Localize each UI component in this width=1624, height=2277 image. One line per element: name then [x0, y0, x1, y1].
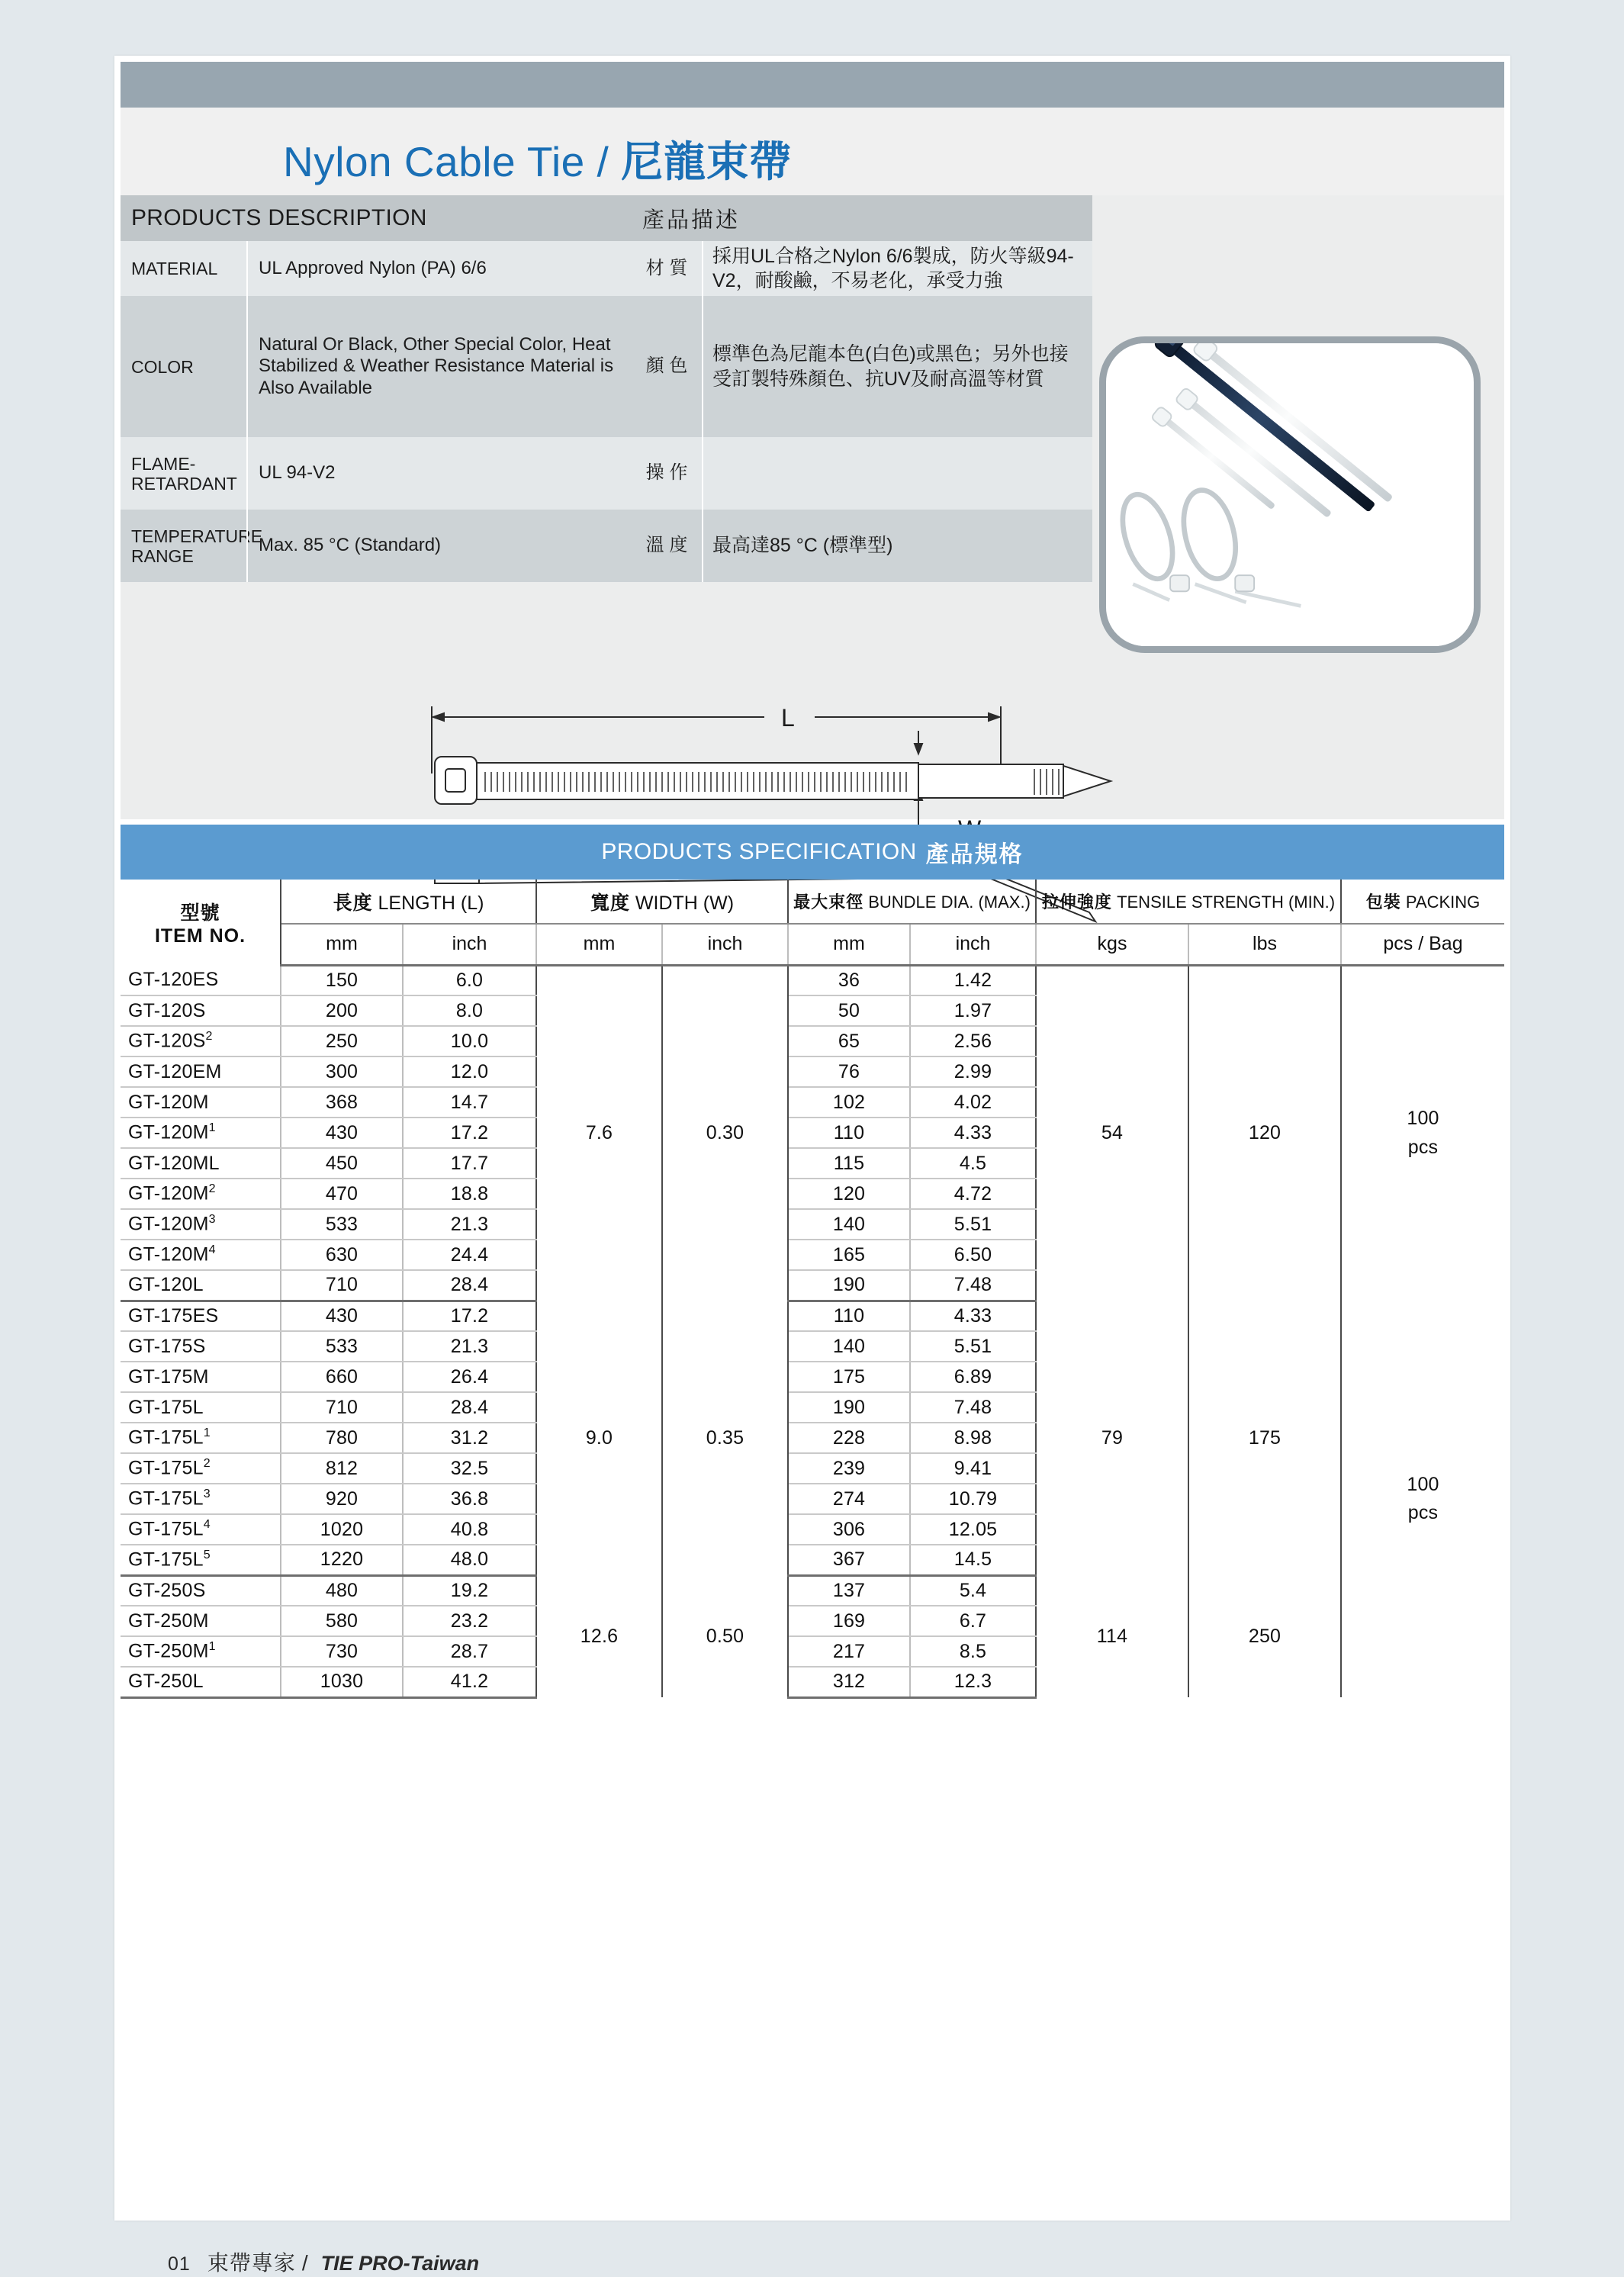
cell-length-inch: 36.8 — [403, 1484, 536, 1514]
cell-tensile-lbs: 175 — [1188, 1301, 1341, 1575]
cell-item-no: $GT-175L^2$ — [121, 1453, 281, 1484]
header-bundle-dia: 最大束徑 BUNDLE DIA. (MAX.) — [788, 880, 1036, 924]
cell-item-no: $GT-120S^2$ — [121, 1026, 281, 1056]
cell-item-no: GT-175M — [121, 1362, 281, 1392]
cell-length-mm: 1020 — [281, 1514, 403, 1545]
temperature-label-en: TEMPERATURE RANGE — [131, 526, 263, 566]
cell-bundle-dia-inch: 4.02 — [910, 1087, 1036, 1118]
packing-qty: 100 — [1407, 1108, 1439, 1130]
cell-length-mm: 450 — [281, 1148, 403, 1179]
cell-length-inch: 19.2 — [403, 1575, 536, 1606]
page-title — [283, 128, 792, 188]
cell-bundle-dia-inch: 5.51 — [910, 1331, 1036, 1362]
material-value-en: UL Approved Nylon (PA) 6/6 — [246, 241, 632, 296]
cell-bundle-dia-inch: 12.3 — [910, 1667, 1036, 1697]
footer-page-number: 01 — [168, 2253, 191, 2275]
cell-length-mm: 1030 — [281, 1667, 403, 1697]
cell-length-mm: 470 — [281, 1179, 403, 1209]
flame-retardant-value-en: UL 94-V2 — [246, 437, 632, 510]
cell-length-mm: 580 — [281, 1606, 403, 1636]
cell-length-mm: 150 — [281, 965, 403, 995]
material-label-en: MATERIAL — [131, 259, 218, 278]
cell-bundle-dia-inch: 10.79 — [910, 1484, 1036, 1514]
specification-table-body — [121, 965, 1504, 1697]
temperature-label-zh-top: 操 作 — [645, 462, 688, 484]
temperature-value-en: Max. 85 °C (Standard) — [246, 510, 632, 582]
cell-length-mm: 710 — [281, 1392, 403, 1423]
cell-bundle-dia-mm: 312 — [788, 1667, 910, 1697]
cell-length-inch: 17.7 — [403, 1148, 536, 1179]
cell-item-no: GT-250S — [121, 1575, 281, 1606]
flame-retardant-label-en: FLAME-RETARDANT — [131, 453, 237, 494]
cell-length-inch: 41.2 — [403, 1667, 536, 1697]
temperature-label-zh: 溫 度 — [645, 535, 688, 556]
cable-ties-photo-illustration — [1106, 343, 1474, 646]
cell-item-no: $GT-175L^4$ — [121, 1514, 281, 1545]
cell-length-inch: 21.3 — [403, 1331, 536, 1362]
unit-tensile-kgs: kgs — [1036, 924, 1188, 965]
cell-length-mm: 300 — [281, 1056, 403, 1087]
cell-item-no: $GT-120M^3$ — [121, 1209, 281, 1240]
table-row — [121, 965, 1504, 995]
specification-banner-zh: 產品規格 — [925, 842, 1024, 867]
cell-bundle-dia-inch: 4.72 — [910, 1179, 1036, 1209]
cell-length-mm: 920 — [281, 1484, 403, 1514]
cell-bundle-dia-mm: 137 — [788, 1575, 910, 1606]
cell-length-mm: 730 — [281, 1636, 403, 1667]
cell-bundle-dia-inch: 5.4 — [910, 1575, 1036, 1606]
cell-item-no: GT-175L — [121, 1392, 281, 1423]
cell-bundle-dia-mm: 36 — [788, 965, 910, 995]
cell-bundle-dia-mm: 190 — [788, 1270, 910, 1301]
cell-item-no: $GT-175L^3$ — [121, 1484, 281, 1514]
unit-bundle-mm: mm — [788, 924, 910, 965]
cell-length-inch: 28.7 — [403, 1636, 536, 1667]
cell-length-mm: 250 — [281, 1026, 403, 1056]
cell-tensile-lbs: 120 — [1188, 965, 1341, 1301]
page-title-zh: 尼龍束帶 — [621, 138, 793, 185]
cell-length-mm: 200 — [281, 995, 403, 1026]
cell-item-no: $GT-175L^1$ — [121, 1423, 281, 1453]
cell-bundle-dia-mm: 140 — [788, 1209, 910, 1240]
cell-bundle-dia-inch: 4.33 — [910, 1301, 1036, 1331]
page-footer — [168, 2246, 479, 2277]
cell-length-inch: 28.4 — [403, 1392, 536, 1423]
products-description-block — [121, 195, 1504, 819]
cell-length-mm: 660 — [281, 1362, 403, 1392]
material-value-zh: 採用UL合格之Nylon 6/6製成，防火等級94-V2，耐酸鹼，不易老化，承受力強 — [702, 241, 1092, 296]
cell-bundle-dia-inch: 6.7 — [910, 1606, 1036, 1636]
cell-item-no: GT-120M — [121, 1087, 281, 1118]
cell-bundle-dia-mm: 102 — [788, 1087, 910, 1118]
cell-length-mm: 430 — [281, 1118, 403, 1148]
header-length: 長度 LENGTH (L) — [281, 880, 536, 924]
cell-bundle-dia-mm: 115 — [788, 1148, 910, 1179]
description-row-flame-retardant — [121, 437, 1092, 510]
cell-bundle-dia-inch: 7.48 — [910, 1270, 1036, 1301]
cell-item-no: GT-120EM — [121, 1056, 281, 1087]
cell-item-no: $GT-120M^1$ — [121, 1118, 281, 1148]
description-heading-zh: 產品描述 — [632, 195, 1092, 241]
table-row — [121, 1301, 1504, 1331]
cell-item-no: GT-175ES — [121, 1301, 281, 1331]
cell-item-no: GT-250M — [121, 1606, 281, 1636]
cell-length-mm: 780 — [281, 1423, 403, 1453]
cell-width-mm: 12.6 — [536, 1575, 662, 1697]
cell-length-mm: 533 — [281, 1209, 403, 1240]
footer-company-en: TIE PRO-Taiwan — [320, 2252, 480, 2275]
cell-tensile-lbs: 250 — [1188, 1575, 1341, 1697]
cell-length-mm: 1220 — [281, 1545, 403, 1575]
cell-length-inch: 21.3 — [403, 1209, 536, 1240]
cell-item-no: GT-175S — [121, 1331, 281, 1362]
cell-item-no: GT-120ES — [121, 965, 281, 995]
cell-length-inch: 24.4 — [403, 1240, 536, 1270]
cell-item-no: $GT-120M^4$ — [121, 1240, 281, 1270]
unit-width-inch: inch — [662, 924, 788, 965]
spec-header-row-units — [121, 924, 1504, 965]
cell-item-no: GT-120ML — [121, 1148, 281, 1179]
cell-length-inch: 17.2 — [403, 1118, 536, 1148]
cell-bundle-dia-mm: 228 — [788, 1423, 910, 1453]
cell-bundle-dia-mm: 175 — [788, 1362, 910, 1392]
cell-tensile-kgs: 79 — [1036, 1301, 1188, 1575]
specification-table — [121, 880, 1504, 1699]
cell-bundle-dia-inch: 8.5 — [910, 1636, 1036, 1667]
cell-length-inch: 10.0 — [403, 1026, 536, 1056]
cell-width-inch: 0.30 — [662, 965, 788, 1301]
cell-bundle-dia-inch: 5.51 — [910, 1209, 1036, 1240]
packing-qty: 100 — [1407, 1473, 1439, 1495]
cell-bundle-dia-inch: 14.5 — [910, 1545, 1036, 1575]
cell-bundle-dia-mm: 65 — [788, 1026, 910, 1056]
color-value-en: Natural Or Black, Other Special Color, Heat Stabilized & Weather Resistance Material is Also Available — [246, 296, 632, 437]
cell-bundle-dia-inch: 1.97 — [910, 995, 1036, 1026]
cell-item-no: GT-250L — [121, 1667, 281, 1697]
cell-bundle-dia-inch: 4.33 — [910, 1118, 1036, 1148]
cell-tensile-kgs: 54 — [1036, 965, 1188, 1301]
description-heading-spacer — [1092, 195, 1504, 241]
cell-width-mm: 9.0 — [536, 1301, 662, 1575]
cell-width-inch: 0.50 — [662, 1575, 788, 1697]
spec-header-row-top — [121, 880, 1504, 924]
cell-length-inch: 12.0 — [403, 1056, 536, 1087]
cell-tensile-kgs: 114 — [1036, 1575, 1188, 1697]
header-item-no: 型號 ITEM NO. — [121, 880, 281, 965]
description-row-color — [121, 296, 1092, 437]
cell-bundle-dia-mm: 110 — [788, 1118, 910, 1148]
cell-bundle-dia-inch: 2.56 — [910, 1026, 1036, 1056]
cell-bundle-dia-mm: 217 — [788, 1636, 910, 1667]
unit-tensile-lbs: lbs — [1188, 924, 1341, 965]
cell-bundle-dia-mm: 140 — [788, 1331, 910, 1362]
cell-bundle-dia-inch: 8.98 — [910, 1423, 1036, 1453]
title-band — [121, 108, 1504, 195]
unit-length-mm: mm — [281, 924, 403, 965]
description-row-temperature — [121, 510, 1092, 582]
cell-width-inch: 0.35 — [662, 1301, 788, 1575]
page-title-en: Nylon Cable Tie — [283, 138, 585, 185]
cell-bundle-dia-inch: 1.42 — [910, 965, 1036, 995]
cell-bundle-dia-mm: 50 — [788, 995, 910, 1026]
cell-item-no: $GT-175L^5$ — [121, 1545, 281, 1575]
product-photo — [1099, 336, 1481, 653]
cell-bundle-dia-mm: 239 — [788, 1453, 910, 1484]
color-label-en: COLOR — [131, 356, 194, 377]
cell-length-mm: 533 — [281, 1331, 403, 1362]
specification-banner-en: PRODUCTS SPECIFICATION — [601, 839, 917, 864]
cell-bundle-dia-mm: 76 — [788, 1056, 910, 1087]
header-tensile-strength: 拉伸強度 TENSILE STRENGTH (MIN.) — [1036, 880, 1341, 924]
cell-bundle-dia-inch: 9.41 — [910, 1453, 1036, 1484]
header-packing: 包裝 PACKING — [1341, 880, 1504, 924]
footer-company-zh: 束帶專家 — [207, 2251, 296, 2275]
unit-width-mm: mm — [536, 924, 662, 965]
cell-length-inch: 26.4 — [403, 1362, 536, 1392]
page-top-bar — [121, 62, 1504, 108]
packing-unit: pcs — [1407, 1136, 1439, 1158]
cell-length-inch: 40.8 — [403, 1514, 536, 1545]
cell-bundle-dia-mm: 120 — [788, 1179, 910, 1209]
color-value-zh: 標準色為尼龍本色(白色)或黑色；另外也接受訂製特殊顏色、抗UV及耐高溫等材質 — [702, 296, 1092, 437]
packing-unit: pcs — [1407, 1502, 1439, 1523]
cell-bundle-dia-mm: 274 — [788, 1484, 910, 1514]
color-label-zh: 顏 色 — [645, 355, 688, 377]
flame-retardant-value-zh — [702, 437, 1092, 510]
cell-length-inch: 48.0 — [403, 1545, 536, 1575]
material-label-zh: 材 質 — [645, 257, 688, 278]
cell-length-inch: 28.4 — [403, 1270, 536, 1301]
unit-packing: pcs / Bag — [1341, 924, 1504, 965]
cell-width-mm: 7.6 — [536, 965, 662, 1301]
cell-packing — [1341, 1301, 1504, 1697]
cell-length-inch: 23.2 — [403, 1606, 536, 1636]
cell-bundle-dia-inch: 7.48 — [910, 1392, 1036, 1423]
cell-bundle-dia-inch: 6.50 — [910, 1240, 1036, 1270]
header-width: 寬度 WIDTH (W) — [536, 880, 788, 924]
catalog-page — [114, 56, 1510, 2275]
cell-item-no: $GT-120M^2$ — [121, 1179, 281, 1209]
cell-length-mm: 480 — [281, 1575, 403, 1606]
cell-item-no: GT-120S — [121, 995, 281, 1026]
cell-bundle-dia-mm: 190 — [788, 1392, 910, 1423]
description-row-material — [121, 241, 1092, 296]
cell-item-no: GT-120L — [121, 1270, 281, 1301]
cell-bundle-dia-mm: 169 — [788, 1606, 910, 1636]
cell-bundle-dia-mm: 110 — [788, 1301, 910, 1331]
cell-bundle-dia-inch: 4.5 — [910, 1148, 1036, 1179]
cell-bundle-dia-mm: 367 — [788, 1545, 910, 1575]
cell-item-no: $GT-250M^1$ — [121, 1636, 281, 1667]
cell-length-inch: 6.0 — [403, 965, 536, 995]
cell-length-mm: 430 — [281, 1301, 403, 1331]
specification-banner — [121, 825, 1504, 880]
cell-length-inch: 17.2 — [403, 1301, 536, 1331]
footer-separator: / — [301, 2251, 309, 2275]
temperature-value-zh: 最高達85 °C (標準型) — [702, 510, 1092, 582]
table-row — [121, 1575, 1504, 1606]
length-label: L — [781, 704, 795, 732]
cell-bundle-dia-inch: 2.99 — [910, 1056, 1036, 1087]
cell-length-inch: 18.8 — [403, 1179, 536, 1209]
cell-length-mm: 368 — [281, 1087, 403, 1118]
cell-bundle-dia-inch: 12.05 — [910, 1514, 1036, 1545]
cell-length-inch: 32.5 — [403, 1453, 536, 1484]
page-title-separator: / — [597, 138, 609, 185]
cell-length-inch: 14.7 — [403, 1087, 536, 1118]
description-heading-en: PRODUCTS DESCRIPTION — [121, 195, 632, 241]
cell-length-inch: 8.0 — [403, 995, 536, 1026]
unit-length-inch: inch — [403, 924, 536, 965]
cell-bundle-dia-inch: 6.89 — [910, 1362, 1036, 1392]
cell-bundle-dia-mm: 306 — [788, 1514, 910, 1545]
description-table — [121, 241, 1092, 582]
unit-bundle-inch: inch — [910, 924, 1036, 965]
cell-length-mm: 630 — [281, 1240, 403, 1270]
cell-length-inch: 31.2 — [403, 1423, 536, 1453]
cell-bundle-dia-mm: 165 — [788, 1240, 910, 1270]
cell-packing — [1341, 965, 1504, 1301]
cell-length-mm: 812 — [281, 1453, 403, 1484]
cell-length-mm: 710 — [281, 1270, 403, 1301]
